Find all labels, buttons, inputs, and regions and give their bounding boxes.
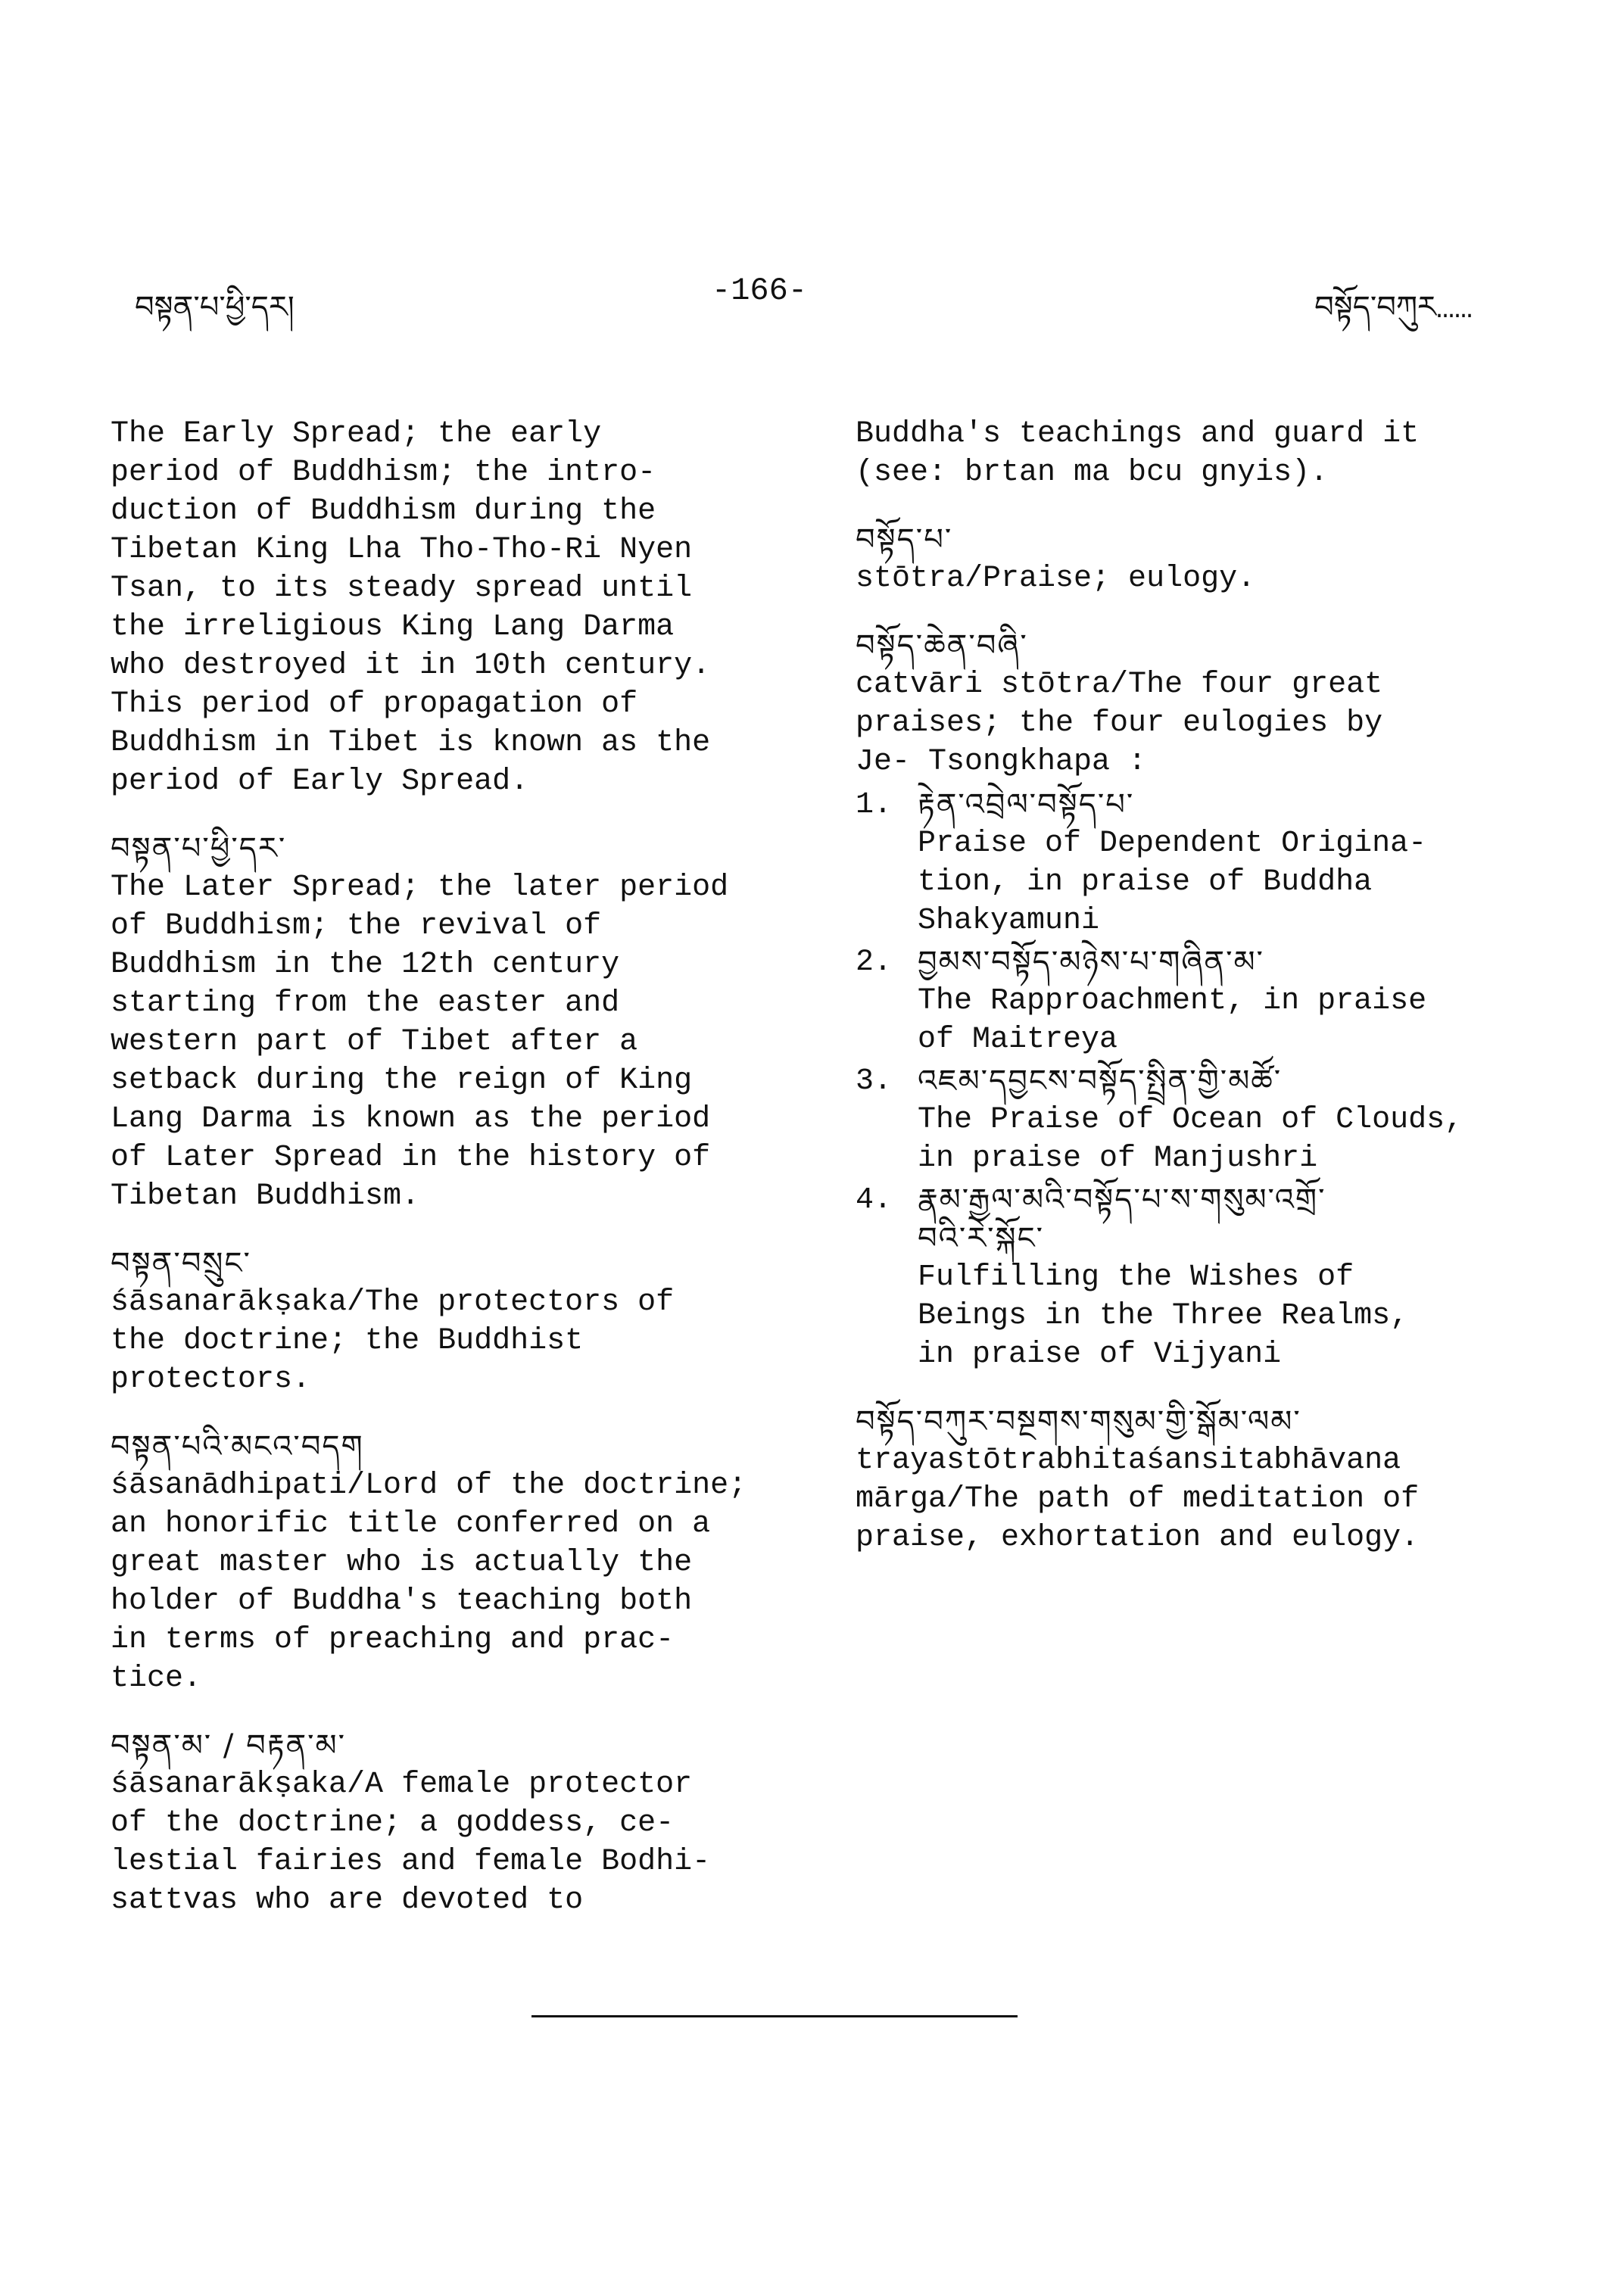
- list-item: [856, 1181, 1514, 1374]
- list-number: 3.: [856, 1064, 893, 1098]
- list-number: 1.: [856, 788, 893, 822]
- eulogy-list: [856, 786, 1514, 1374]
- list-number: 4.: [856, 1183, 893, 1217]
- dictionary-entry: [856, 521, 1514, 598]
- list-item-body: [918, 943, 1514, 1059]
- left-column: [111, 415, 830, 1920]
- dictionary-entry: [856, 1403, 1514, 1557]
- entry-definition: catvāri stōtra/The four great praises; the four eulogies by Je- Tsongkhapa :: [856, 668, 1383, 779]
- list-item: [856, 786, 1514, 940]
- list-item-body: [918, 786, 1514, 940]
- list-item-description: Praise of Dependent Origina- tion, in praise of Buddha Shakyamuni: [918, 827, 1427, 938]
- entry-continuation: Buddha's teachings and guard it (see: brtan ma bcu gnyis).: [856, 417, 1420, 490]
- running-head-right: བསྟོད་བཀུར……: [1314, 293, 1473, 327]
- list-number: 2.: [856, 946, 893, 980]
- dictionary-entry: [111, 1245, 830, 1399]
- dictionary-entry: [856, 627, 1514, 1374]
- entry-headword: བསྟན་པའི་མངའ་བདག: [111, 1429, 364, 1464]
- entry-definition: śāsanarākṣaka/A female protector of the doctrine; a goddess, ce- lestial fairies and female Bodhi- sattvas who are devoted to: [111, 1768, 711, 1918]
- list-item-term: རྣམ་རྒྱལ་མའི་བསྟོད་པ་ས་གསུམ་འགྲོ་ བའི་རེ་སྐོང་: [918, 1182, 1326, 1256]
- list-item: [856, 943, 1514, 1059]
- list-item-description: The Praise of Ocean of Clouds, in praise of Manjushri: [918, 1103, 1463, 1176]
- entry-definition: stōtra/Praise; eulogy.: [856, 562, 1256, 596]
- entry-definition: The Later Spread; the later period of Buddhism; the revival of Buddhism in the 12th century starting from the easter and western part of Tibet after a setback during the reign of King Lang Darma is known as the period of Later Spread in the history of Tibetan Buddhism.: [111, 871, 729, 1213]
- list-item-term: བྱམས་བསྟོད་མཉེས་པ་གཞིན་མ་: [918, 945, 1264, 980]
- entry-headword: བསྟོད་པ་: [856, 522, 953, 557]
- entry-definition: The Early Spread; the early period of Buddhism; the intro- duction of Buddhism during the Tibetan King Lha Tho-Tho-Ri Nyen Tsan, to its steady spread until the irreligious King Lang Darma who destroyed it in 10th century. This period of propagation of Buddhism in Tibet is known as the period of Early Spread.: [111, 417, 711, 799]
- list-item-body: [918, 1181, 1514, 1374]
- entry-headword: བསྟན་མ་ / བརྟན་མ་: [111, 1728, 347, 1763]
- right-column: [856, 415, 1514, 1557]
- list-item-description: Fulfilling the Wishes of Beings in the Three Realms, in praise of Vijyani: [918, 1260, 1409, 1372]
- dictionary-entry: [111, 1428, 830, 1698]
- dictionary-entry: [111, 830, 830, 1216]
- entry-headword: བསྟོད་ཆེན་བཞི་: [856, 628, 1028, 663]
- running-head-left: བསྟན་པ་ཕྱི་དར།: [135, 293, 295, 327]
- entry-headword: བསྟོད་བཀུར་བསྔགས་གསུམ་གྱི་སྒོམ་ལམ་: [856, 1404, 1301, 1439]
- list-item-body: [918, 1062, 1514, 1178]
- list-item-description: The Rapproachment, in praise of Maitreya: [918, 984, 1427, 1057]
- entry-definition: śāsanādhipati/Lord of the doctrine; an honorific title conferred on a great master who is actually the holder of Buddha's teaching both in terms of preaching and prac- tice.: [111, 1469, 747, 1696]
- list-item-term: རྟེན་འབྲེལ་བསྟོད་པ་: [918, 787, 1135, 822]
- entry-headword: བསྟན་བསྲུང་: [111, 1246, 251, 1281]
- dictionary-entry: [111, 1727, 830, 1920]
- footer-rule: [531, 2015, 1018, 2017]
- entry-headword: བསྟན་པ་ཕྱི་དར་: [111, 831, 287, 866]
- page-number: -166-: [712, 273, 808, 309]
- entry-definition: śāsanarākṣaka/The protectors of the doctrine; the Buddhist protectors.: [111, 1285, 675, 1397]
- entry-definition: trayastōtrabhitaśansitabhāvana mārga/The path of meditation of praise, exhortation and eulogy.: [856, 1444, 1420, 1555]
- list-item-term: འཇམ་དབྱངས་བསྟོད་སྤྲིན་གྱི་མཚོ་: [918, 1064, 1283, 1098]
- list-item: [856, 1062, 1514, 1178]
